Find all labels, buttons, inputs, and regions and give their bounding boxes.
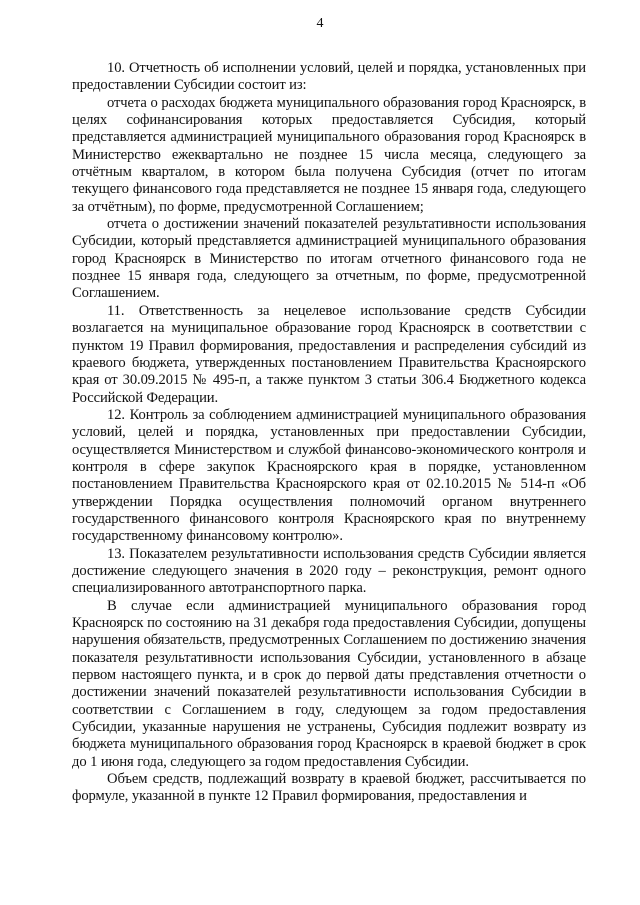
paragraph-performance-report: отчета о достижении значений показателей результативности использования Субсидии, который представляется администрацией муниципального образования город Красноярск в Министерство по итогам отчетного финансового года не позднее 15 января года, следующего за отчетным, по форме, предусмотренной Соглашением. bbox=[72, 216, 586, 302]
paragraph-violation-case: В случае если администрацией муниципального образования город Красноярск по состоянию на 31 декабря года предоставления Субсидии, допущены нарушения обязательств, предусмотренных Соглашением по достижению значения показателя результативности использования Субсидии, установленного в абзаце первом настоящего пункта, и в срок до первой даты представления отчетности о достижении значений показателей результативности использования Субсидии в соответствии с Соглашением в году, следующем за годом предоставления Субсидии, указанные нарушения не устранены, Субсидия подлежит возврату из бюджета муниципального образования город Красноярск в краевой бюджет в срок до 1 июня года, следующего за годом предоставления Субсидии. bbox=[72, 597, 586, 770]
paragraph-11-responsibility: 11. Ответственность за нецелевое использование средств Субсидии возлагается на муниципальное образование город Красноярск в соответствии с пунктом 19 Правил формирования, предоставления и распределения субсидий из краевого бюджета, утвержденных постановлением Правительства Красноярского края от 30.09.2015 № 495-п, а также пунктом 3 статьи 306.4 Бюджетного кодекса Российской Федерации. bbox=[72, 302, 586, 406]
document-body bbox=[72, 60, 586, 806]
page-number: 4 bbox=[316, 16, 324, 31]
paragraph-refund-volume: Объем средств, подлежащий возврату в краевой бюджет, рассчитывается по формуле, указанной в пункте 12 Правил формирования, предоставления и bbox=[72, 771, 586, 805]
paragraph-12-control: 12. Контроль за соблюдением администрацией муниципального образования условий, целей и порядка, установленных при предоставлении Субсидии, осуществляется Министерством и службой финансово-экономического контроля и контроля в сфере закупок Красноярского края в порядке, установленном постановлением Правительства Красноярского края от 02.10.2015 № 514-п «Об утверждении Порядка осуществления полномочий органом внутреннего государственного финансового контроля Красноярского края по внутреннему государственному финансовому контролю». bbox=[72, 406, 586, 545]
paragraph-10-intro: 10. Отчетность об исполнении условий, целей и порядка, установленных при предоставлении Субсидии состоит из: bbox=[72, 60, 586, 94]
paragraph-13-indicator: 13. Показателем результативности использования средств Субсидии является достижение следующего значения в 2020 году – реконструкция, ремонт одного специализированного автотранспортного парка. bbox=[72, 545, 586, 597]
paragraph-expense-report: отчета о расходах бюджета муниципального образования город Красноярск, в целях софинансирования которых предоставляется Субсидия, который представляется администрацией муниципального образования город Красноярск в Министерство ежеквартально не позднее 15 числа месяца, следующего за отчётным кварталом, в котором была получена Субсидия (отчет по итогам текущего финансового года представляется не позднее 15 января года, следующего за отчётным), по форме, предусмотренной Соглашением; bbox=[72, 94, 586, 215]
